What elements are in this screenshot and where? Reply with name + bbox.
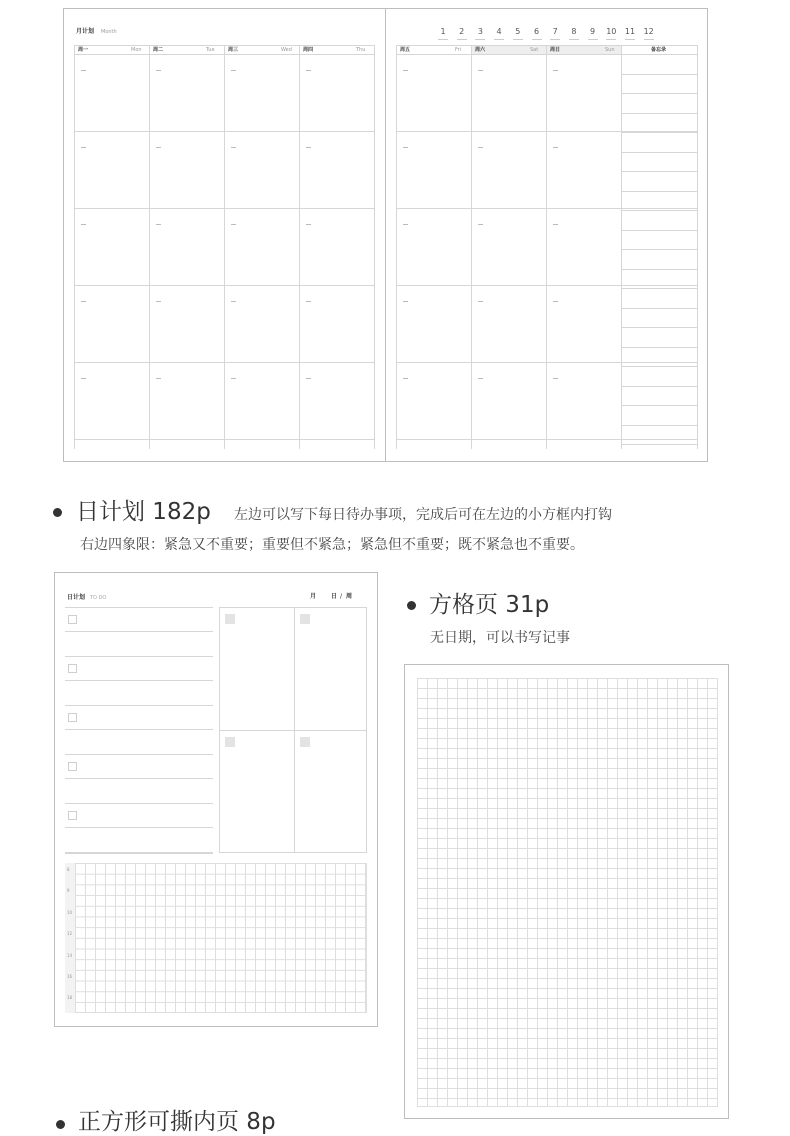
month-number-underline [475,39,485,40]
day-header-en: Sat [530,47,539,53]
day-header-cn: 周六 [475,47,486,53]
date-dash [403,301,408,302]
date-month-label: 月 [310,593,317,600]
date-dash [156,378,161,379]
date-dash [231,70,236,71]
column-line [224,45,225,449]
column-line [396,45,397,449]
hour-label: 14 [67,952,73,958]
day-header-en: Sun [605,47,615,53]
monthly-plan-left-page [63,8,386,462]
date-dash [81,301,86,302]
memo-line [621,425,697,426]
date-dash [81,224,86,225]
date-dash [553,70,558,71]
memo-label: 备忘录 [651,47,667,53]
month-number-underline [513,39,523,40]
month-number: 7 [552,27,558,36]
hour-label: 9 [67,888,70,894]
row-line [396,439,697,440]
date-dash [306,378,311,379]
daily-plan-page-title: 日计划 [67,594,86,601]
month-number-underline [588,39,598,40]
month-number-underline [494,39,504,40]
month-number-underline [644,39,654,40]
date-dash [478,224,483,225]
todo-bottom-line [65,853,213,854]
date-separator: / [340,593,343,600]
date-dash [553,301,558,302]
date-dash [553,378,558,379]
date-dash [231,147,236,148]
memo-line [621,347,697,348]
day-header-en: Mon [131,47,142,53]
date-dash [306,147,311,148]
memo-line [621,405,697,406]
column-line [149,45,150,449]
todo-checkbox [68,811,77,820]
month-number-underline [457,39,467,40]
todo-line [65,778,213,779]
column-line [546,45,547,449]
date-dash [231,378,236,379]
row-line [74,131,374,132]
todo-checkbox [68,713,77,722]
hour-label: 8 [67,867,70,872]
todo-line [65,754,213,755]
memo-line [621,444,697,445]
memo-line [621,269,697,270]
quadrant-marker [225,737,235,747]
memo-line [621,327,697,328]
grid-page-heading: 方格页 31p [429,592,550,618]
month-number-underline [606,39,616,40]
todo-line [65,803,213,804]
date-dash [231,301,236,302]
hour-label: 10 [67,909,73,915]
todo-line [65,705,213,706]
square-grid [417,678,718,1107]
row-line [74,285,374,286]
date-dash [478,378,483,379]
date-dash [306,301,311,302]
month-number: 8 [571,27,577,36]
day-header-cn: 周一 [78,47,89,53]
date-dash [306,70,311,71]
month-number: 1 [440,27,446,36]
memo-line [621,93,697,94]
grid-page [404,664,729,1119]
month-number: 9 [590,27,596,36]
tearoff-page-heading: 正方形可撕内页 8p [78,1109,276,1135]
memo-line [621,152,697,153]
month-number-underline [569,39,579,40]
date-dash [81,378,86,379]
row-line [74,362,374,363]
todo-line [65,680,213,681]
memo-line [621,113,697,114]
grid-page-desc: 无日期，可以书写记事 [430,630,570,646]
day-header-en: Wed [281,47,292,53]
memo-line [621,386,697,387]
memo-line [621,366,697,367]
quadrant-marker [300,614,310,624]
month-number-underline [438,39,448,40]
month-number: 11 [624,27,636,36]
row-line [74,208,374,209]
todo-top-line [65,607,213,608]
todo-checkbox [68,664,77,673]
row-line [74,439,374,440]
date-dash [81,70,86,71]
month-number: 3 [477,27,483,36]
day-header-cn: 周四 [303,47,314,53]
column-line [299,45,300,449]
monthly-plan-title-en: Month [101,29,117,35]
column-line [74,45,75,449]
month-number: 10 [606,27,617,36]
date-dash [156,70,161,71]
quadrant-marker [225,614,235,624]
date-dash [156,147,161,148]
quadrant-marker [300,737,310,747]
todo-checkbox [68,615,77,624]
month-number: 12 [643,27,654,36]
memo-line [621,132,697,133]
daily-plan-bullet [53,508,62,517]
column-line [471,45,472,449]
date-dash [81,147,86,148]
todo-checkbox [68,762,77,771]
date-dash [478,70,483,71]
hour-label-column [65,863,75,1013]
day-header-cn: 周五 [400,47,411,53]
grid-page-bullet [407,601,416,610]
todo-line [65,656,213,657]
month-number-underline [532,39,542,40]
month-number-underline [550,39,560,40]
day-header-cn: 周日 [550,47,561,53]
memo-line [621,191,697,192]
todo-line [65,729,213,730]
day-header-en: Fri [455,47,461,53]
quadrant-horizontal-divider [219,730,367,731]
date-dash [403,70,408,71]
row-line [396,285,697,286]
day-header-cn: 周三 [228,47,239,53]
hourly-square-grid [65,863,367,1013]
date-week-label: 周 [346,593,353,600]
month-number-underline [625,39,635,40]
memo-line [621,308,697,309]
date-dash [403,147,408,148]
day-header-en: Tue [206,47,215,53]
date-dash [231,224,236,225]
monthly-plan-right-page [385,8,708,462]
daily-plan-desc-line2: 右边四象限：紧急又不重要；重要但不紧急；紧急但不重要；既不紧急也不重要。 [80,537,584,553]
month-number: 2 [459,27,465,36]
day-header-en: Thu [356,47,366,53]
date-day-label: 日 [331,593,338,600]
todo-line [65,827,213,828]
column-line [374,45,375,449]
month-number: 5 [515,27,521,36]
daily-plan-page-title-en: TO DO [90,595,107,601]
date-dash [403,378,408,379]
memo-line [621,210,697,211]
hour-label: 16 [67,974,73,979]
date-dash [478,301,483,302]
memo-line [621,230,697,231]
memo-line [621,288,697,289]
memo-line [621,249,697,250]
memo-line [621,74,697,75]
daily-plan-heading: 日计划 182p [76,499,211,525]
daily-plan-desc-line1: 左边可以写下每日待办事项，完成后可在左边的小方框内打钩 [234,507,612,523]
hour-label: 18 [67,995,73,1001]
monthly-plan-title: 月计划 [76,28,95,35]
date-dash [403,224,408,225]
todo-line [65,631,213,632]
hour-label: 12 [67,931,73,937]
month-number: 4 [496,27,502,36]
row-line [396,362,697,363]
column-line [621,45,622,449]
date-dash [306,224,311,225]
month-number: 6 [533,27,540,36]
memo-right-line [697,45,698,449]
row-line [396,208,697,209]
date-dash [553,224,558,225]
date-dash [553,147,558,148]
memo-line [621,171,697,172]
date-dash [478,147,483,148]
date-dash [156,301,161,302]
daily-plan-page [54,572,378,1027]
date-dash [156,224,161,225]
day-header-cn: 周二 [153,47,164,53]
